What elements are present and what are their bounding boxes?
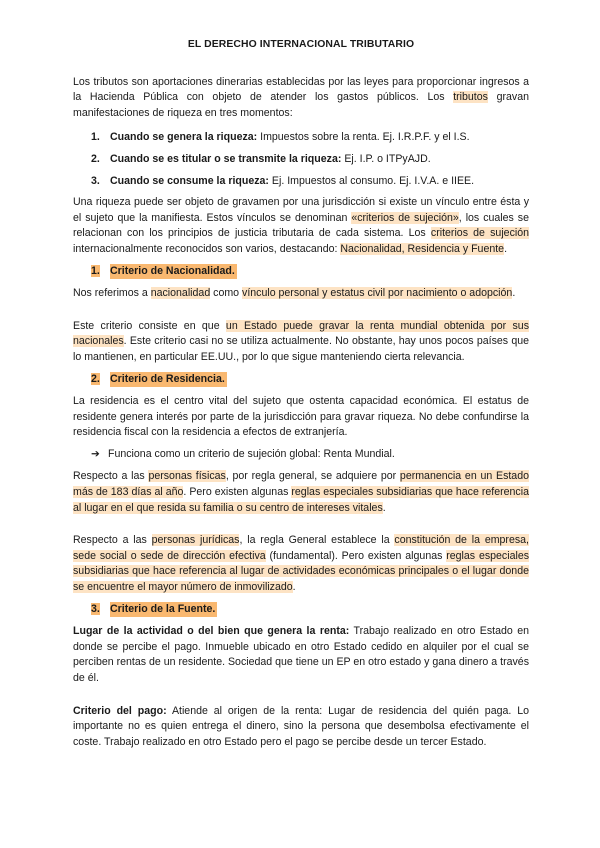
- list-number: 1.: [91, 131, 100, 144]
- highlight-reglas-subsidiarias: reglas especiales subsidiarias que hace referencia al lugar de actividades económicas principales o el lugar donde se encuentre el mayor número de inmovilizado: [73, 549, 530, 594]
- residencia-paragraph-3: [73, 533, 529, 595]
- residencia-paragraph-2: [73, 469, 529, 516]
- moment-text: Ej. Impuestos al consumo. Ej. I.V.A. e IIEE.: [268, 174, 475, 187]
- highlight-nacionalidad: nacionalidad: [150, 287, 211, 300]
- fuente-paragraph-1: [73, 624, 529, 686]
- section-heading-residencia: [91, 372, 529, 388]
- document-content: [73, 37, 529, 750]
- list-number: 2.: [91, 152, 100, 165]
- highlight-criterios-2: criterios de sujeción: [430, 227, 530, 240]
- highlight-reglas-especiales: reglas especiales subsidiarias que hace referencia al lugar en el que resida su familia o su centro de intereses vitales: [73, 486, 529, 514]
- section-number: 1.: [91, 264, 100, 277]
- section-title: Criterio de la Fuente.: [110, 602, 217, 618]
- text-run: Trabajo realizado en otro Estado en donde se percibe el pago. Inmueble ubicado en otro Estado cedido en alquiler por el cual se perciben rentas de un residente. Sociedad que tiene un EP en otro estado y gana dinero a través de él.: [73, 625, 529, 684]
- moment-text: Ej. I.P. o ITPyAJD.: [341, 152, 431, 165]
- intro-paragraph: [73, 75, 529, 122]
- text-run: como: [210, 287, 243, 300]
- page-title: EL DERECHO INTERNACIONAL TRIBUTARIO: [187, 39, 415, 50]
- text-run: .: [504, 242, 508, 255]
- highlight-personas-juridicas: personas jurídicas: [151, 534, 240, 547]
- text-run: internacionalmente reconocidos son varios, destacando:: [73, 242, 341, 255]
- fuente-subtitle: Lugar de la actividad o del bien que genera la renta:: [73, 625, 350, 638]
- moments-list: [73, 130, 529, 189]
- moment-text: Impuestos sobre la renta. Ej. I.R.P.F. y el I.S.: [257, 131, 470, 144]
- nacionalidad-paragraph-1: [73, 286, 529, 302]
- text-run: , los cuales se relacionan con los principios de justicia tributaria de cada sistema. Los: [73, 211, 529, 240]
- intro-text-end: gravan manifestaciones de riqueza en tres momentos:: [73, 91, 529, 119]
- section-number: 3.: [91, 602, 100, 615]
- section-number: 2.: [91, 372, 100, 385]
- text-run: Una riqueza puede ser objeto de gravamen por una jurisdicción si existe un vínculo entre ésta y el sujeto que la manifiesta. Estos vínculos se denominan: [73, 196, 529, 224]
- arrow-right-icon: ➔: [91, 447, 100, 460]
- text-run: (fundamental). Pero existen algunas: [265, 549, 447, 562]
- moment-title: Cuando se es titular o se transmite la riqueza:: [110, 152, 342, 165]
- moment-title: Cuando se genera la riqueza:: [110, 131, 258, 144]
- moment-item: [91, 174, 529, 190]
- text-run: .: [512, 287, 516, 300]
- section-heading-nacionalidad: [91, 264, 529, 280]
- fuente-subtitle: Criterio del pago:: [73, 704, 167, 717]
- section-title: Criterio de Nacionalidad.: [110, 264, 237, 280]
- highlight-criterios: «criterios de sujeción»: [351, 211, 459, 224]
- text-run: , por regla general, se adquiere por: [225, 470, 400, 483]
- highlight-tributos: tributos: [453, 91, 488, 104]
- highlight-constitucion: constitución de la empresa, sede social o sede de dirección efectiva: [73, 534, 529, 562]
- highlight-criteria-names: Nacionalidad, Residencia y Fuente: [340, 242, 505, 255]
- text-run: . Pero existen algunas: [183, 486, 292, 499]
- highlight-vinculo: vínculo personal y estatus civil por nacimiento o adopción: [242, 287, 513, 300]
- section-heading-fuente: [91, 602, 529, 618]
- text-run: . Este criterio casi no se utiliza actualmente. No obstante, hay unos pocos países que lo mantienen, en particular EE.UU., por lo que sigue manteniendo cierta relevancia.: [73, 335, 529, 363]
- moment-title: Cuando se consume la riqueza:: [110, 174, 269, 187]
- text-run: Nos referimos a: [73, 287, 151, 300]
- text-run: Atiende al origen de la renta: Lugar de residencia del quién paga. Lo importante no es quien entrega el dinero, sino la persona que desembolsa efectivamente el coste. Trabajo realizado en otro Estado pero el pago se percibe desde un tercer Estado.: [73, 704, 530, 748]
- section-title: Criterio de Residencia.: [110, 372, 227, 388]
- intro-text: Los tributos son aportaciones dinerarias establecidas por las leyes para proporcionar ingresos a la Hacienda Pública con objeto de atender los gastos públicos. Los: [73, 75, 529, 104]
- text-run: .: [292, 581, 296, 594]
- text-run: Respecto a las: [73, 534, 152, 547]
- highlight-183-dias: permanencia en un Estado más de 183 días al año: [73, 470, 529, 499]
- highlight-personas-fisicas: personas físicas: [148, 470, 226, 483]
- moment-item: [91, 152, 529, 168]
- text-run: .: [382, 501, 386, 514]
- nacionalidad-paragraph-2: [73, 319, 529, 366]
- text-run: Este criterio consiste en que: [73, 319, 226, 332]
- text-run: Respecto a las: [73, 470, 149, 483]
- arrow-item-text: Funciona como un criterio de sujeción global: Renta Mundial.: [108, 447, 395, 460]
- text-run: , la regla General establece la: [239, 534, 395, 547]
- fuente-paragraph-2: [73, 704, 529, 751]
- highlight-renta-mundial: un Estado puede gravar la renta mundial obtenida por sus nacionales: [73, 319, 529, 348]
- sujecion-paragraph: [73, 195, 529, 257]
- residencia-paragraph-1: La residencia es el centro vital del sujeto que ostenta capacidad económica. El estatus de residente genera interés por parte de la jurisdicción para gravar riqueza. No debe confundirse la residencia fiscal con la residencia a efectos de extranjería.: [73, 395, 529, 439]
- residencia-arrow-item: [91, 447, 529, 463]
- list-number: 3.: [91, 174, 100, 187]
- moment-item: [91, 130, 529, 146]
